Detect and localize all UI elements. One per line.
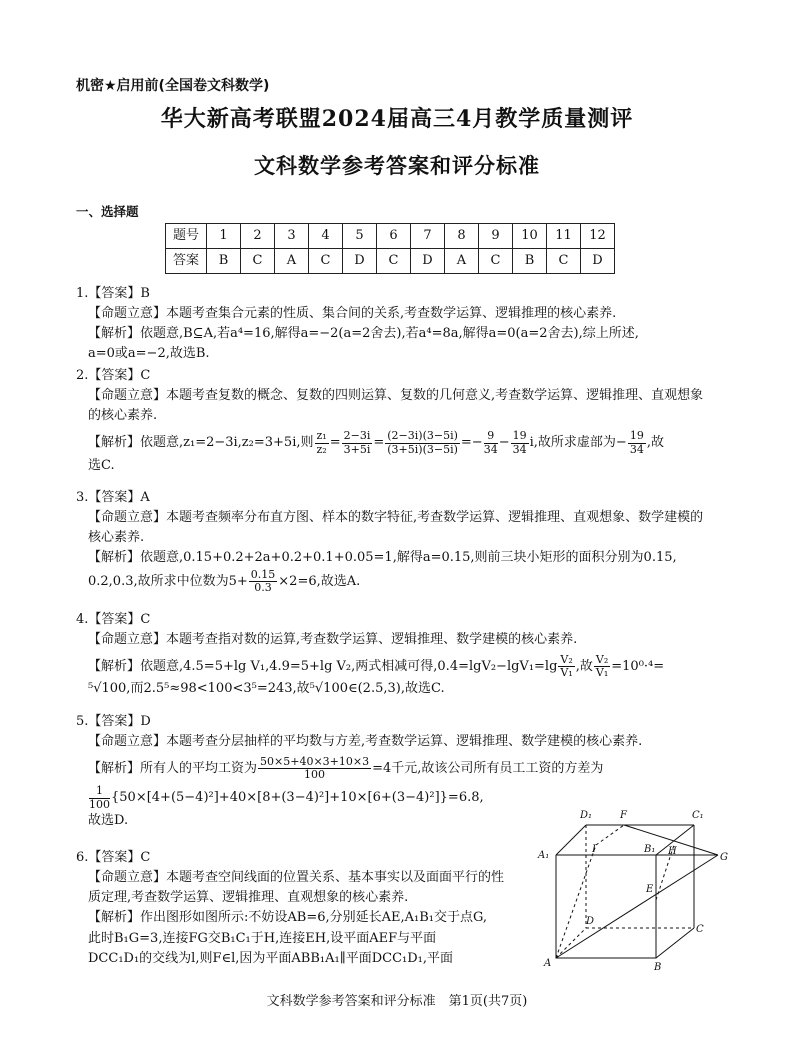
label-c: C [696, 924, 704, 935]
fraction-denominator: V₁ [560, 666, 573, 680]
table-cell: C [479, 249, 513, 274]
analysis-line: 【解析】依题意,0.15+0.2+2a+0.2+0.1+0.05=1,解得a=0.15,则前三块小矩形的面积分别为0.15, [88, 550, 677, 566]
page-title: 华大新高考联盟2024届高三4月教学质量测评 [160, 106, 634, 132]
table-cell: 12 [581, 224, 615, 249]
table-cell: 8 [445, 224, 479, 249]
analysis-line: a=0或a=−2,故选B. [88, 346, 210, 362]
analysis-text: 【解析】依题意,4.5=5+lg V₁,4.9=5+lg V₂,两式相减可得,0.4=lgV₂−lgV₁=lg [88, 659, 558, 675]
table-row [166, 224, 615, 249]
fraction-numerator: (2−3i)(3−5i) [387, 429, 458, 443]
table-cell: C [377, 249, 411, 274]
fraction [342, 430, 373, 455]
fraction [594, 654, 610, 679]
analysis-line: 故选D. [88, 812, 129, 828]
fraction [484, 430, 498, 455]
fraction-numerator: 2−3i [343, 429, 371, 443]
table-cell: B [207, 249, 241, 274]
fraction-denominator: (3+5i)(3−5i) [387, 442, 458, 456]
label-b: B [654, 962, 662, 973]
label-f: F [620, 810, 627, 821]
fraction-numerator: 19 [512, 429, 527, 443]
page-footer: 文科数学参考答案和评分标准 第1页(共7页) [266, 994, 528, 1009]
front-face [556, 855, 656, 958]
analysis-text: {50×[4+(5−4)²]+40×[8+(3−4)²]+10×[6+(3−4)²]}=6.8, [111, 790, 484, 806]
fraction-denominator: z₂ [316, 442, 327, 456]
fraction-denominator: 100 [304, 768, 326, 782]
fraction-numerator: 19 [629, 429, 644, 443]
table-cell: 3 [275, 224, 309, 249]
fraction-denominator: 34 [512, 442, 527, 456]
fraction-denominator: 34 [629, 442, 644, 456]
table-row [166, 249, 615, 274]
analysis-text: =4千元,故该公司所有员工工资的方差为 [372, 761, 604, 777]
analysis-line: 【解析】依题意,B⊆A,若a⁴=16,解得a=−2(a=2舍去),若a⁴=8a,解得a=0(a=2舍去),综上所述, [88, 326, 639, 342]
table-cell: A [275, 249, 309, 274]
table-cell: 5 [343, 224, 377, 249]
answer-table [165, 223, 615, 274]
fraction [315, 430, 329, 455]
fraction-numerator: 0.15 [250, 567, 276, 581]
section-heading-choice: 一、选择题 [76, 204, 139, 219]
fraction [258, 756, 371, 781]
analysis-line [76, 569, 726, 594]
table-cell: C [547, 249, 581, 274]
fraction-numerator: z₁ [316, 429, 327, 443]
analysis-line: 【解析】作出图形如图所示:不妨设AB=6,分别延长AE,A₁B₁交于点G, [88, 910, 488, 926]
analysis-text: 【解析】所有人的平均工资为 [88, 761, 258, 777]
intent-line: 【命题立意】本题考查复数的概念、复数的四则运算、复数的几何意义,考查数学运算、逻辑推理、直观想象 [88, 388, 704, 404]
label-b1: B₁ [644, 844, 656, 855]
question-4 [76, 610, 726, 700]
fraction [89, 785, 110, 810]
intent-line: 【命题立意】本题考查指对数的运算,考查数学运算、逻辑推理、数学建模的核心素养. [88, 632, 578, 648]
fraction [249, 569, 278, 594]
analysis-line: 选C. [88, 457, 115, 473]
table-cell: D [411, 249, 445, 274]
label-d1: D₁ [580, 810, 593, 821]
hidden-edge [596, 825, 624, 845]
table-header-cell: 答案 [166, 249, 207, 274]
edge [556, 825, 586, 855]
label-d: D [586, 916, 595, 927]
hidden-edge [556, 928, 586, 958]
intent-line: 核心素养. [88, 530, 145, 546]
answer-line: 4.【答案】C [76, 612, 151, 627]
table-cell: 1 [207, 224, 241, 249]
fraction-numerator: V₂ [560, 653, 573, 667]
answer-line: 5.【答案】D [76, 714, 151, 729]
table-cell: A [445, 249, 479, 274]
table-header-cell: 题号 [166, 224, 207, 249]
table-cell: C [241, 249, 275, 274]
page-subtitle: 文科数学参考答案和评分标准 [254, 154, 540, 178]
table-cell: 2 [241, 224, 275, 249]
table-cell: 4 [309, 224, 343, 249]
table-cell: D [581, 249, 615, 274]
table-cell: C [309, 249, 343, 274]
table-cell: B [513, 249, 547, 274]
question-1 [76, 284, 726, 365]
question-6 [76, 848, 536, 969]
confidential-header: 机密★启用前(全国卷文科数学) [76, 78, 270, 94]
analysis-text: =10⁰·⁴= [611, 659, 665, 675]
fraction-denominator: 100 [89, 797, 110, 811]
answer-line: 3.【答案】A [76, 490, 150, 505]
table-cell: 6 [377, 224, 411, 249]
fraction [385, 430, 460, 455]
cube-lines [556, 825, 718, 958]
fraction-numerator: 9 [484, 430, 498, 443]
hidden-lines [556, 825, 694, 958]
label-c1: C₁ [692, 810, 704, 821]
analysis-text: ×2=6,故选A. [278, 573, 361, 589]
question-3 [76, 488, 726, 594]
fraction-numerator: V₂ [595, 653, 609, 667]
fraction-denominator: 3+5i [343, 442, 371, 456]
table-cell: 10 [513, 224, 547, 249]
analysis-line: DCC₁D₁的交线为l,则F∈l,因为平面ABB₁A₁∥平面DCC₁D₁,平面 [88, 950, 453, 966]
label-a: A [544, 958, 552, 969]
question-2 [76, 366, 726, 476]
intent-line: 【命题立意】本题考查集合元素的性质、集合间的关系,考查数学运算、逻辑推理的核心素养. [88, 306, 617, 322]
analysis-text: ,故所求虚部为 [533, 435, 616, 451]
fraction [511, 430, 529, 455]
answer-line: 1.【答案】B [76, 286, 150, 301]
label-e: E [646, 884, 654, 895]
answer-line: 6.【答案】C [76, 850, 151, 865]
edge [656, 928, 694, 958]
intent-line: 【命题立意】本题考查分层抽样的平均数与方差,考查数学运算、逻辑推理、数学建模的核心素养. [88, 734, 643, 750]
fraction-numerator: 50×5+40×3+10×3 [260, 755, 370, 769]
fraction-denominator: 0.3 [254, 580, 272, 594]
analysis-line: 【解析】依题意,z₁=2−3i,z₂=3+5i,则 $\frac{\text{z₁}}{\text{z₂}}$ = $\frac{2-3i}{3+5i}$ = $\frac{(2-3i)(3-5i)}{(3+5i)(3-5i)}$ =− $\frac{9}{34}$ − $\frac{19}{34}$ i,故所求虚部为− $\frac{19}{34}$ ,故 [88, 429, 664, 456]
table-cell: 11 [547, 224, 581, 249]
analysis-text: ,故 [646, 435, 664, 451]
table-cell: D [343, 249, 377, 274]
label-a1: A₁ [538, 850, 550, 861]
label-g: G [720, 852, 728, 863]
intent-line: 【命题立意】本题考查频率分布直方图、样本的数字特征,考查数学运算、逻辑推理、直观想象、数学建模的 [88, 510, 704, 526]
table-cell: 7 [411, 224, 445, 249]
label-h: H [668, 846, 677, 857]
analysis-line [76, 654, 726, 679]
intent-line: 【命题立意】本题考查空间线面的位置关系、基本事实以及面面平行的性 [88, 870, 505, 886]
analysis-text: 【解析】依题意,z₁=2−3i,z₂=3+5i,则 [88, 435, 314, 451]
analysis-line [76, 756, 726, 781]
analysis-text: ,故 [575, 659, 593, 675]
fraction [628, 430, 646, 455]
table-cell: 9 [479, 224, 513, 249]
analysis-line: 此时B₁G=3,连接FG交B₁C₁于H,连接EH,设平面AEF与平面 [88, 930, 437, 946]
intent-line: 的核心素养. [88, 408, 158, 424]
fraction [558, 654, 574, 679]
cube-figure [536, 800, 726, 975]
fraction-numerator: 1 [89, 785, 110, 798]
fraction-denominator: 34 [483, 442, 498, 456]
analysis-line: ⁵√100,而2.5⁵≈98<100<3⁵=243,故⁵√100∈(2.5,3),故选C. [88, 681, 445, 697]
intent-line: 质定理,考查数学运算、逻辑推理、直观想象的核心素养. [88, 890, 409, 906]
hidden-edge [556, 845, 596, 958]
analysis-text: 0.2,0.3,故所求中位数为5+ [88, 573, 248, 589]
fraction-denominator: V₁ [595, 666, 609, 680]
label-i: I [592, 844, 596, 855]
answer-line: 2.【答案】C [76, 368, 151, 383]
